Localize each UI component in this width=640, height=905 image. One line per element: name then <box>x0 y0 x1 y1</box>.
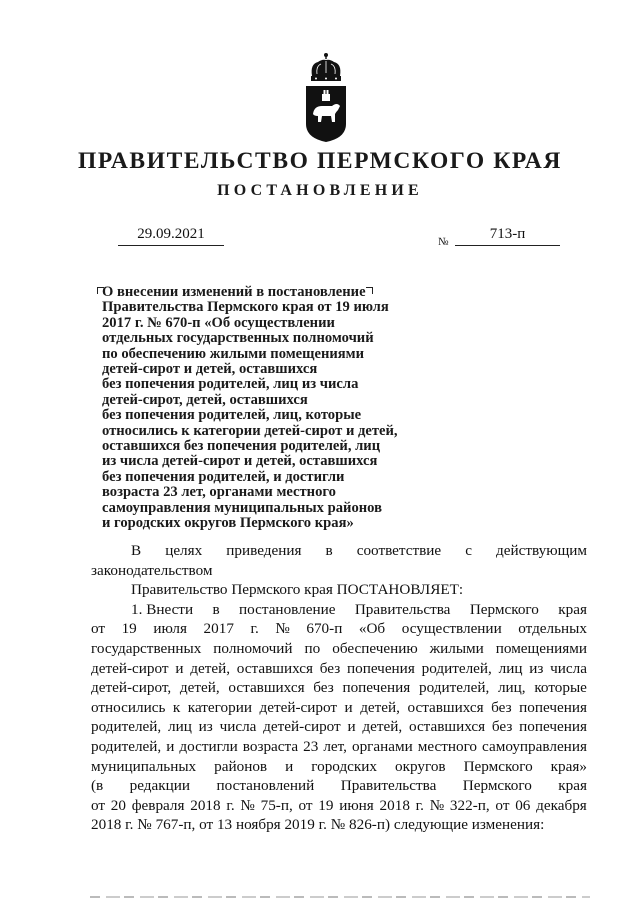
word: № <box>275 620 290 638</box>
word: числа <box>550 659 587 677</box>
word: лиц <box>168 718 192 736</box>
item-1-line <box>91 698 587 718</box>
word: детей-сирот, <box>91 679 172 697</box>
word: от <box>495 796 510 814</box>
word: 20 <box>110 796 126 814</box>
word: достигли <box>179 737 238 755</box>
word: февраля <box>131 796 185 814</box>
word: оставшихся <box>408 718 486 736</box>
word: относились <box>91 698 166 716</box>
word: июня <box>339 796 374 814</box>
item-1-line <box>91 776 587 796</box>
word: возраста <box>242 737 299 755</box>
word: от <box>91 620 106 638</box>
word: Пермского <box>463 757 533 775</box>
paragraph-1-last-line: законодательством <box>91 561 213 579</box>
word: по <box>304 639 321 657</box>
word: которые <box>534 679 587 697</box>
word: к <box>172 698 181 716</box>
word: и <box>175 659 184 677</box>
word: 19 <box>318 796 334 814</box>
item-1-line <box>91 796 587 816</box>
word: жилыми <box>429 639 484 657</box>
word: округов <box>395 757 446 775</box>
item-1-line <box>91 639 587 659</box>
item-1-line <box>91 619 587 639</box>
word: 322-п, <box>449 796 490 814</box>
word: 2018 <box>190 796 221 814</box>
word: 2017 <box>203 620 234 638</box>
word: местного <box>417 737 478 755</box>
word: края <box>558 777 587 795</box>
word: лиц <box>498 659 523 677</box>
word: детей-сирот <box>91 659 169 677</box>
word: самоуправления <box>482 737 587 755</box>
word: из <box>529 659 544 677</box>
word: родителей, <box>419 679 490 697</box>
page-bottom-edge <box>90 896 590 898</box>
word: Пермского <box>462 777 532 795</box>
word: от <box>91 796 106 814</box>
word: постановлений <box>216 777 315 795</box>
word: родителей, <box>91 718 162 736</box>
word: 75-п, <box>260 796 293 814</box>
paragraph-1-line <box>91 541 587 561</box>
word: детей, <box>190 659 231 677</box>
word: № <box>240 796 255 814</box>
item-1-line <box>91 678 587 698</box>
crown-icon <box>311 53 341 81</box>
word: и <box>166 737 175 755</box>
word: без <box>319 659 341 677</box>
word: попечения <box>519 698 587 716</box>
heading-line: возраста 23 лет, органами местного <box>102 484 336 501</box>
word: в <box>212 600 220 618</box>
word: 06 <box>515 796 531 814</box>
word: детей-сирот <box>263 718 341 736</box>
word: 19 <box>121 620 137 638</box>
word: г. <box>250 620 259 638</box>
word: органами <box>351 737 413 755</box>
government-title: ПРАВИТЕЛЬСТВО ПЕРМСКОГО КРАЯ <box>78 148 562 174</box>
word: без <box>491 698 512 716</box>
heading-line: относились к категории детей-сирот и детей, <box>102 422 398 439</box>
word: декабря <box>536 796 587 814</box>
word: из <box>198 718 213 736</box>
word: лет, <box>323 737 347 755</box>
word: оставшихся <box>407 698 484 716</box>
item-1-line <box>91 659 587 679</box>
word: и <box>285 757 294 775</box>
word: попечения <box>342 679 411 697</box>
heading-line: оставшихся без попечения родителей, лиц <box>102 438 381 455</box>
word: осуществлении <box>401 620 502 638</box>
word: постановление <box>239 600 336 618</box>
document-number: 713-п <box>489 226 526 242</box>
word: В <box>131 542 142 559</box>
word: края» <box>550 757 587 775</box>
word: целях <box>165 542 203 559</box>
word: 1. Внести <box>131 600 194 618</box>
word: в <box>325 542 333 559</box>
heading-line: без попечения родителей, лиц из числа <box>102 376 359 393</box>
heading-line: 2017 г. № 670-п «Об осуществлении <box>102 314 335 331</box>
word: приведения <box>226 542 302 559</box>
word: соответствие <box>356 542 442 559</box>
item-1-first-line <box>91 600 587 620</box>
word: и <box>344 698 353 716</box>
word: без <box>313 679 334 697</box>
number-underline <box>455 245 560 246</box>
word: оставшихся <box>228 679 305 697</box>
word: отдельных <box>518 620 587 638</box>
heading-line: детей-сирот, детей, оставшихся <box>102 391 308 408</box>
word: помещениями <box>495 639 587 657</box>
document-heading <box>102 285 432 532</box>
word: с <box>465 542 472 559</box>
word: числа <box>219 718 257 736</box>
word: попечения <box>519 718 587 736</box>
word: родителей, <box>91 737 162 755</box>
heading-line: по обеспечению жилыми помещениями <box>102 345 365 362</box>
word: 2018 <box>379 796 410 814</box>
word: г. <box>226 796 235 814</box>
word: без <box>491 718 513 736</box>
heading-line: детей-сирот и детей, оставшихся <box>102 361 318 378</box>
item-1-line <box>91 757 587 777</box>
word: края <box>558 600 587 618</box>
word: городских <box>311 757 378 775</box>
document-date: 29.09.2021 <box>137 226 205 242</box>
heading-line: и городских округов Пермского края» <box>102 515 354 532</box>
heading-line: самоуправления муниципальных районов <box>102 499 382 516</box>
heading-line: из числа детей-сирот и детей, оставшихся <box>102 453 378 470</box>
number-sign: № <box>438 236 449 248</box>
word: детей-сирот <box>259 698 338 716</box>
document-body <box>91 541 587 835</box>
word: государственных <box>91 639 202 657</box>
word: 23 <box>303 737 319 755</box>
word: муниципальных <box>91 757 197 775</box>
word: детей, <box>360 698 400 716</box>
word: лиц, <box>497 679 526 697</box>
word: Правительства <box>340 777 437 795</box>
word: г. <box>415 796 424 814</box>
word: Правительства <box>354 600 451 618</box>
word: «Об <box>358 620 386 638</box>
word: полномочий <box>213 639 293 657</box>
word: от <box>298 796 313 814</box>
document-type: ПОСТАНОВЛЕНИЕ <box>217 182 423 199</box>
word: оставшихся <box>236 659 313 677</box>
heading-line: без попечения родителей, лиц, которые <box>102 407 362 424</box>
word: обеспечению <box>332 639 418 657</box>
heading-line: отдельных государственных полномочий <box>102 330 374 347</box>
item-1-last-line: 2018 г. № 767-п, от 13 ноября 2019 г. № 826-п) следующие изменения: <box>91 816 545 834</box>
heading-line: О внесении изменений в постановление <box>102 284 366 300</box>
word: районов <box>214 757 268 775</box>
word: родителей, <box>421 659 492 677</box>
paragraph-2: Правительство Пермского края ПОСТАНОВЛЯЕТ: <box>131 581 464 599</box>
word: детей, <box>362 718 403 736</box>
shield-bear-icon <box>306 86 346 142</box>
heading-line: без попечения родителей, и достигли <box>102 468 345 485</box>
word: действующим <box>496 542 587 559</box>
word: редакции <box>129 777 191 795</box>
heading-line: Правительства Пермского края от 19 июля <box>102 299 389 316</box>
word: № <box>429 796 445 814</box>
word: (в <box>91 777 104 795</box>
date-underline <box>118 245 224 246</box>
word: 670-п <box>306 620 343 638</box>
coat-of-arms-perm-krai <box>302 52 350 144</box>
item-1-line <box>91 737 587 757</box>
word: детей, <box>179 679 220 697</box>
word: июля <box>153 620 187 638</box>
item-1-lines <box>91 619 587 815</box>
item-1-line <box>91 717 587 737</box>
word: категории <box>187 698 252 716</box>
word: Пермского <box>469 600 539 618</box>
word: попечения <box>346 659 415 677</box>
word: и <box>347 718 356 736</box>
